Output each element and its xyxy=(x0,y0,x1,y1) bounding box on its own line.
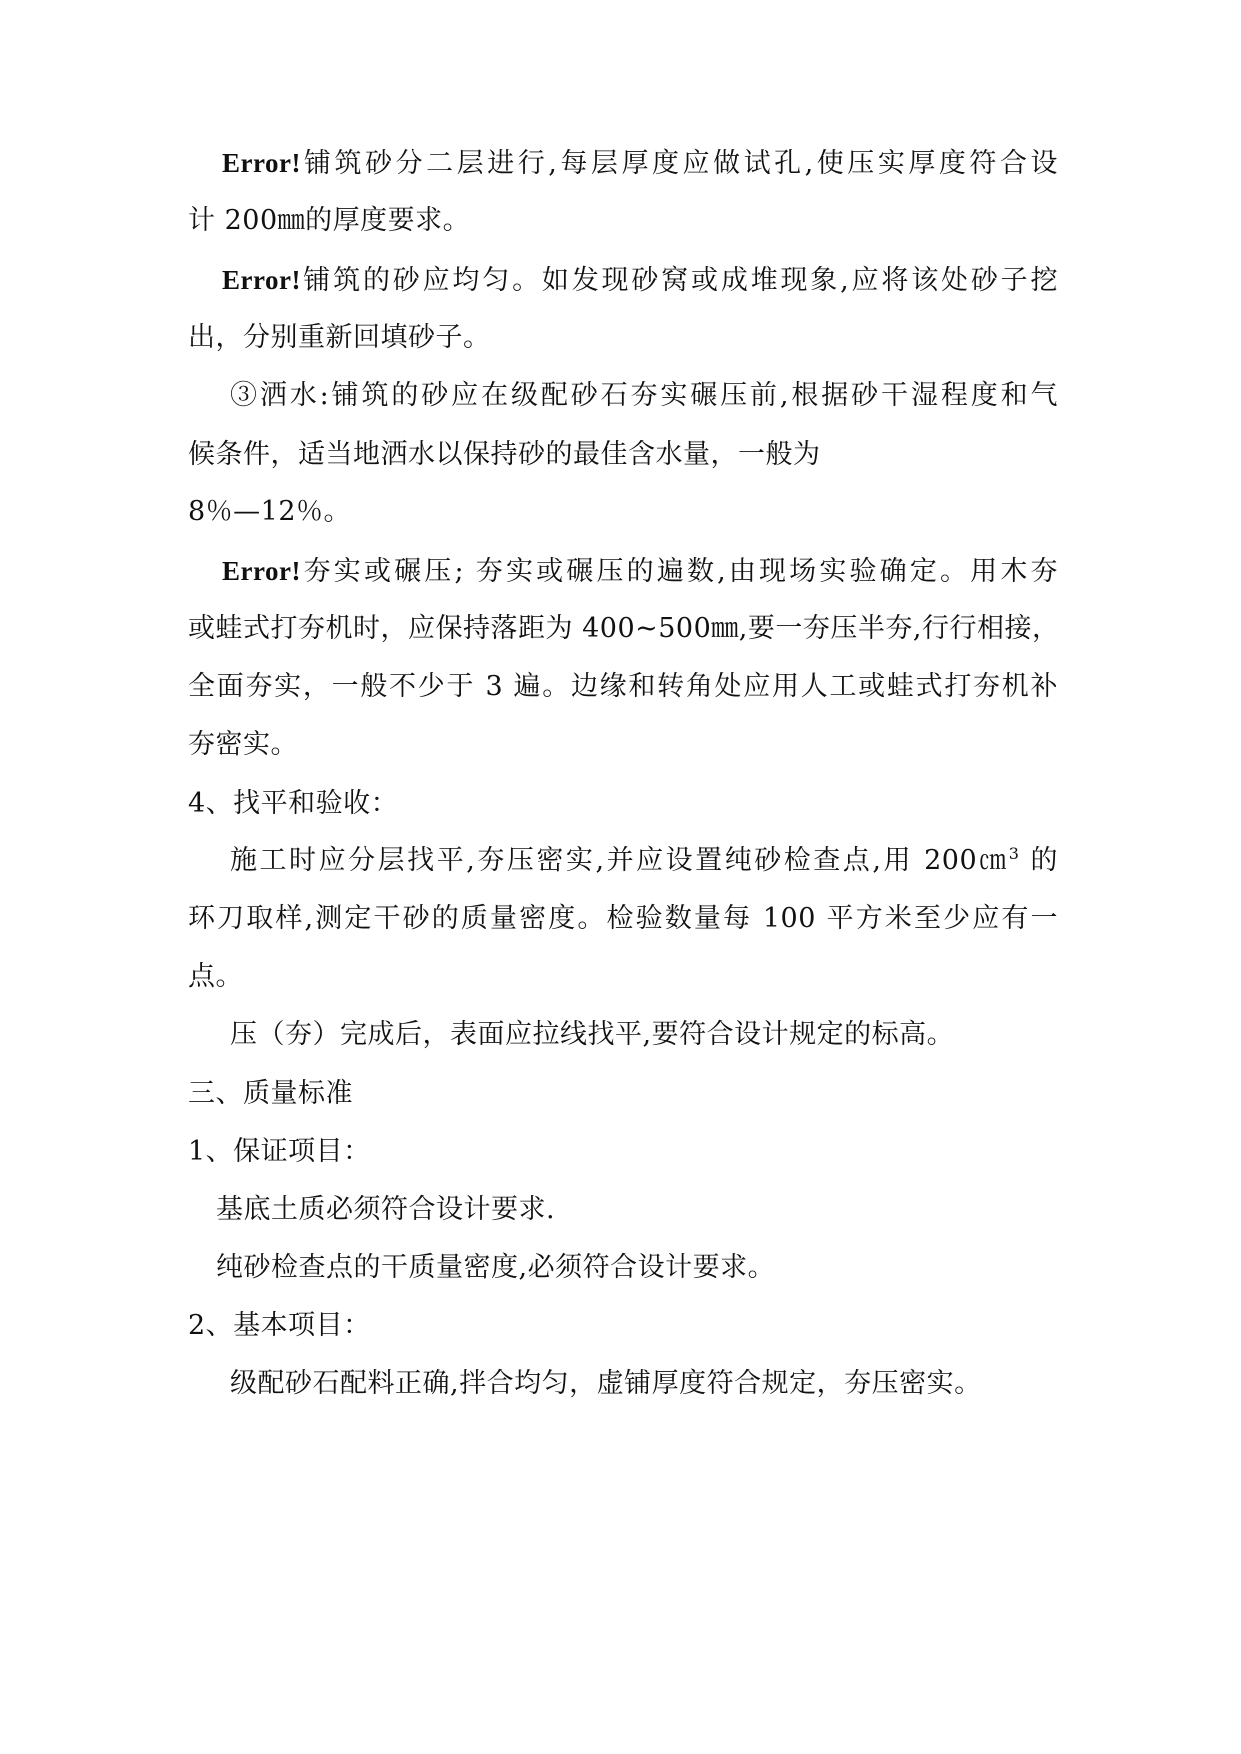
error-marker: Error! xyxy=(222,556,301,586)
superscript: 3 xyxy=(1008,844,1020,863)
paragraph-text: 铺筑的砂应均匀。如发现砂窝或成堆现象,应将该处砂子挖 xyxy=(300,265,1058,296)
paragraph-line: 全面夯实，一般不少于 3 遍。边缘和转角处应用人工或蛙式打夯机补 xyxy=(188,671,1058,702)
paragraph-line: ③洒水:铺筑的砂应在级配砂石夯实碾压前,根据砂干湿程度和气 xyxy=(230,380,1058,411)
paragraph-line: 纯砂检查点的干质量密度,必须符合设计要求。 xyxy=(216,1252,776,1283)
paragraph-line: 点。 xyxy=(188,961,243,992)
paragraph-line xyxy=(188,843,1058,879)
paragraph-line: 级配砂石配料正确,拌合均匀，虚铺厚度符合规定，夯压密实。 xyxy=(230,1368,982,1399)
paragraph-line: 出，分别重新回填砂子。 xyxy=(188,322,491,353)
paragraph-line: 压（夯）完成后，表面应拉线找平,要符合设计规定的标高。 xyxy=(230,1019,955,1050)
section-heading: 三、质量标准 xyxy=(188,1078,353,1109)
section-heading: 1、保证项目： xyxy=(188,1136,371,1167)
paragraph-line: 基底土质必须符合设计要求. xyxy=(216,1194,556,1225)
paragraph-line: 夯密实。 xyxy=(188,729,298,760)
paragraph-line: 计 200㎜的厚度要求。 xyxy=(188,205,471,236)
paragraph-line: 8％—12％。 xyxy=(188,496,352,527)
paragraph-text: 夯实或碾压; 夯实或碾压的遍数,由现场实验确定。用木夯 xyxy=(300,556,1058,587)
paragraph-text: 铺筑砂分二层进行,每层厚度应做试孔,使压实厚度符合设 xyxy=(300,148,1058,179)
paragraph-text: 施工时应分层找平,夯压密实,并应设置纯砂检查点,用 200㎝ xyxy=(230,845,1009,876)
paragraph-line: 或蛙式打夯机时，应保持落距为 400~500㎜,要一夯压半夯,行行相接， xyxy=(188,613,1060,644)
error-marker: Error! xyxy=(222,265,301,295)
paragraph-line xyxy=(188,262,1058,299)
section-heading: 4、找平和验收： xyxy=(188,788,399,819)
paragraph-line xyxy=(188,145,1058,182)
section-heading: 2、基本项目： xyxy=(188,1310,371,1341)
error-marker: Error! xyxy=(222,148,301,178)
paragraph-line: 候条件，适当地洒水以保持砂的最佳含水量，一般为 xyxy=(188,439,821,470)
paragraph-text: 的 xyxy=(1019,845,1058,876)
paragraph-line xyxy=(188,553,1058,590)
paragraph-line: 环刀取样,测定干砂的质量密度。检验数量每 100 平方米至少应有一 xyxy=(188,903,1058,934)
